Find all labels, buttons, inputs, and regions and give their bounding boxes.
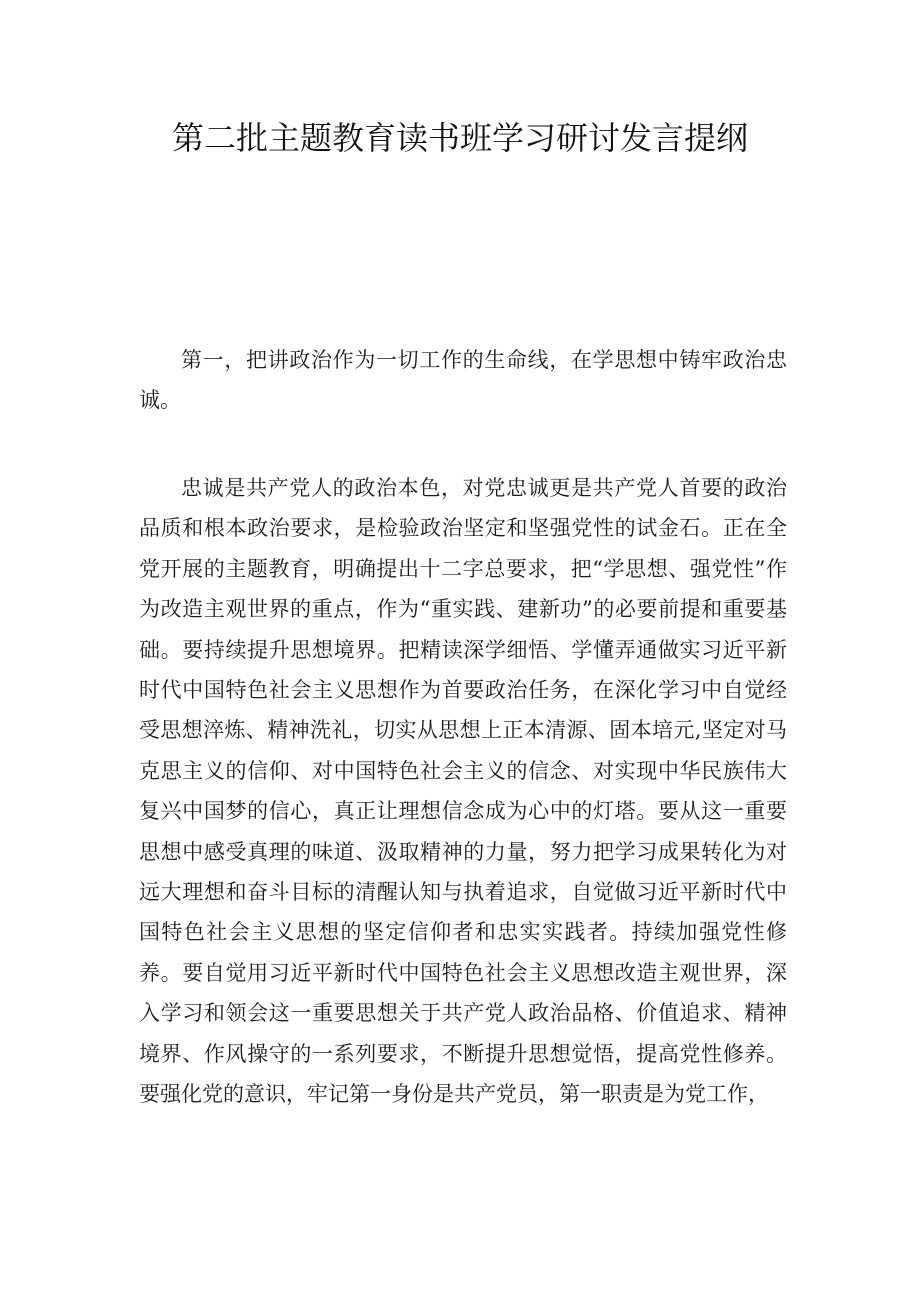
document-title: 第二批主题教育读书班学习研讨发言提纲 [171,119,748,157]
paragraph-section-heading: 第一，把讲政治作为一切工作的生命线，在学思想中铸牢政治忠诚。 [139,348,787,413]
paragraph-body: 忠诚是共产党人的政治本色，对党忠诚更是共产党人首要的政治品质和根本政治要求，是检验政治坚定和坚强党性的试金石。正在全党开展的主题教育，明确提出十二字总要求，把“学思想、强党性”作为改造主观世界的重点，作为“重实践、建新功”的必要前提和重要基础。要持续提升思想境界。把精读深学细悟、学懂弄通做实习近平新时代中国特色社会主义思想作为首要政治任务，在深化学习中自觉经受思想淬炼、精神洗礼，切实从思想上正本清源、固本培元,坚定对马克思主义的信仰、对中国特色社会主义的信念、对实现中华民族伟大复兴中国梦的信心，真正让理想信念成为心中的灯塔。要从这一重要思想中感受真理的味道、汲取精神的力量，努力把学习成果转化为对远大理想和奋斗目标的清醒认知与执着追求，自觉做习近平新时代中国特色社会主义思想的坚定信仰者和忠实实践者。持续加强党性修养。要自觉用习近平新时代中国特色社会主义思想改造主观世界，深入学习和领会这一重要思想关于共产党人政治品格、价值追求、精神境界、作风操守的一系列要求，不断提升思想觉悟，提高党性修养。要强化党的意识，牢记第一身份是共产党员，第一职责是为党工作， [139,476,787,1107]
